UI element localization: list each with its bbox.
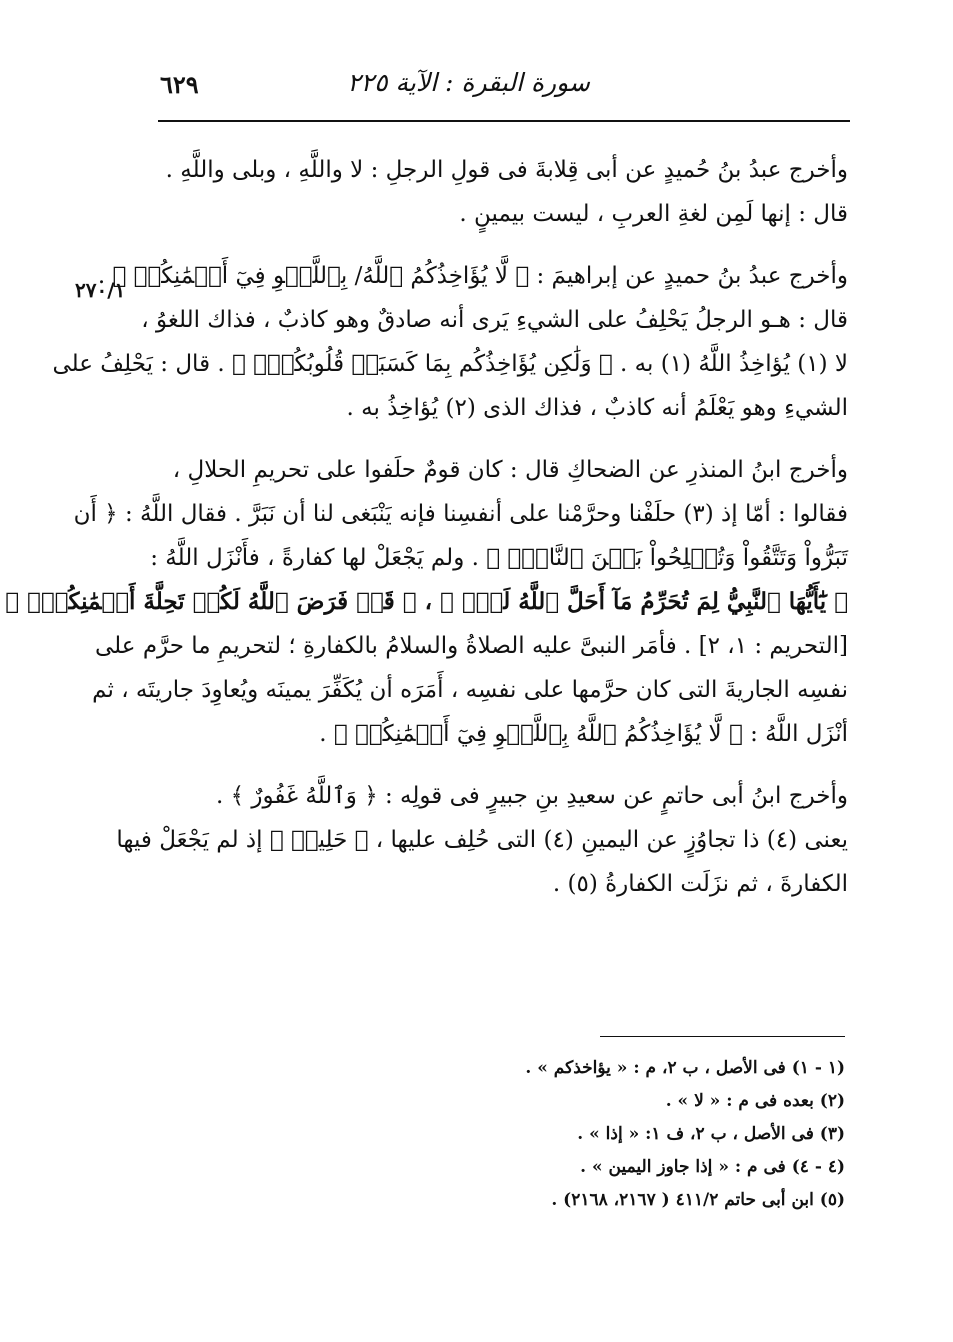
text-line: نفسِه الجاريةَ التى كان حرَّمها على نفسِه ، أَمَرَه أن يُكَفِّرَ يمينَه ويُعاوِدَ جاريتَه ، ثم — [92, 677, 848, 703]
text-line: قال : هـو الرجلُ يَحْلِفُ على الشيءِ يَرى أنه صادقٌ وهو كاذبٌ ، فذاك اللغوُ ، — [141, 307, 848, 333]
text-line: وأخرج ابنُ المنذرِ عن الضحاكِ قال : كان قومٌ حلَفوا على تحريمِ الحلالِ ، — [172, 457, 848, 483]
text-line: ﴿ يَٰٓأَيُّهَا ٱلنَّبِيُّ لِمَ تُحَرِّمُ مَآ أَحَلَّ ٱللَّهُ لَكَۖ ﴾ ، ﴿ قَدۡ فَرَضَ ٱللَّهُ لَكُمۡ تَحِلَّةَ أَيۡمَٰنِكُمۡۚ ﴾ — [5, 588, 848, 615]
text-line: وأخرج عبدُ بنُ حُميدٍ عن أبى قِلابةَ فى قولِ الرجلِ : لا واللَّهِ ، وبلى واللَّهِ . — [165, 157, 848, 183]
footnote: (٤ - ٤) فى م : « إذا جاوز اليمين » . — [580, 1157, 845, 1177]
page-header — [160, 62, 850, 102]
text-line: قال : إنها لَمِن لغةِ العربِ ، ليست بيمينٍ . — [459, 201, 848, 227]
footnote: (٢) بعده فى م : « لا » . — [665, 1091, 845, 1111]
running-title: سورة البقرة : الآية ٢٢٥ — [347, 68, 590, 97]
text-line: الشيءِ وهو يَعْلَمُ أنه كاذبٌ ، فذاك الذى (٢) يُؤاخِذُ به . — [346, 395, 848, 421]
text-line: وأخرج عبدُ بنُ حميدٍ عن إبراهيمَ : ﴿ لَّا يُؤَاخِذُكُمُ ٱللَّهُ/ بِٱللَّغۡوِ فِيٓ أَيۡمَٰنِكُمۡ ﴾ . — [97, 263, 848, 289]
paragraph-1 — [158, 148, 848, 236]
text-line: لا (١) يُؤاخِذُ اللَّهُ (١) به . ﴿ وَلَٰكِن يُؤَاخِذُكُم بِمَا كَسَبَتۡ قُلُوبُكُمۡۗ ﴾ . قال : يَحْلِفُ على — [52, 351, 848, 377]
text-line: تَبَرُّواْ وَتَتَّقُواْ وَتُصۡلِحُواْ بَيۡنَ ٱلنَّاسِۚ ﴾ . ولم يَجْعَلْ لها كفارةً ، فأَنْزَل اللَّهُ : — [150, 545, 848, 571]
footnote-divider — [600, 1036, 845, 1037]
header-divider — [158, 120, 850, 122]
footnote: (٣) فى الأصل ، ب ٢، ف ١: « إذا » . — [577, 1124, 845, 1144]
text-line: الكفارةَ ، ثم نزَلَت الكفارةُ (٥) . — [552, 871, 848, 897]
text-line: أنْزَل اللَّهُ : ﴿ لَّا يُؤَاخِذُكُمُ ٱللَّهُ بِٱللَّغۡوِ فِيٓ أَيۡمَٰنِكُمۡ ﴾ . — [319, 721, 848, 747]
text-line: يعنى (٤) ذا تجاوُزٍ عن اليمينِ (٤) التى حُلِف عليها ، ﴿ حَلِيمٞ ﴾ إذ لم يَجْعَلْ فيها — [116, 827, 848, 853]
footnote: (١ - ١) فى الأصل ، ب ٢، م : « يؤاخذكم » . — [525, 1058, 845, 1078]
margin-reference: ٢٧٠/١ — [75, 278, 126, 302]
text-line: [التحريم : ١، ٢] . فأمَر النبىَّ عليه الصلاةُ والسلامُ بالكفارةِ ؛ لتحريمِ ما حرَّم على — [95, 633, 848, 659]
footnotes — [300, 1052, 845, 1217]
page-number: ٦٢٩ — [160, 70, 199, 99]
text-line: وأخرج ابنُ أبى حاتمٍ عن سعيدِ بنِ جبيرٍ فى قولِه : ﴿ وَٱللَّهُ غَفُورٌ ﴾ . — [215, 783, 848, 809]
text-line: فقالوا : أمّا إذ (٣) حلَفْنا وحرَّمْنا على أنفسِنا فإنه يَنْبَغى لنا أن نَبَرَّ . فقال اللَّهُ : ﴿ أَن — [73, 501, 848, 527]
footnote: (٥) ابن أبى حاتم ٤١١/٢ ( ٢١٦٧، ٢١٦٨) . — [551, 1190, 845, 1210]
paragraph-3 — [5, 448, 848, 756]
paragraph-4 — [116, 774, 848, 906]
